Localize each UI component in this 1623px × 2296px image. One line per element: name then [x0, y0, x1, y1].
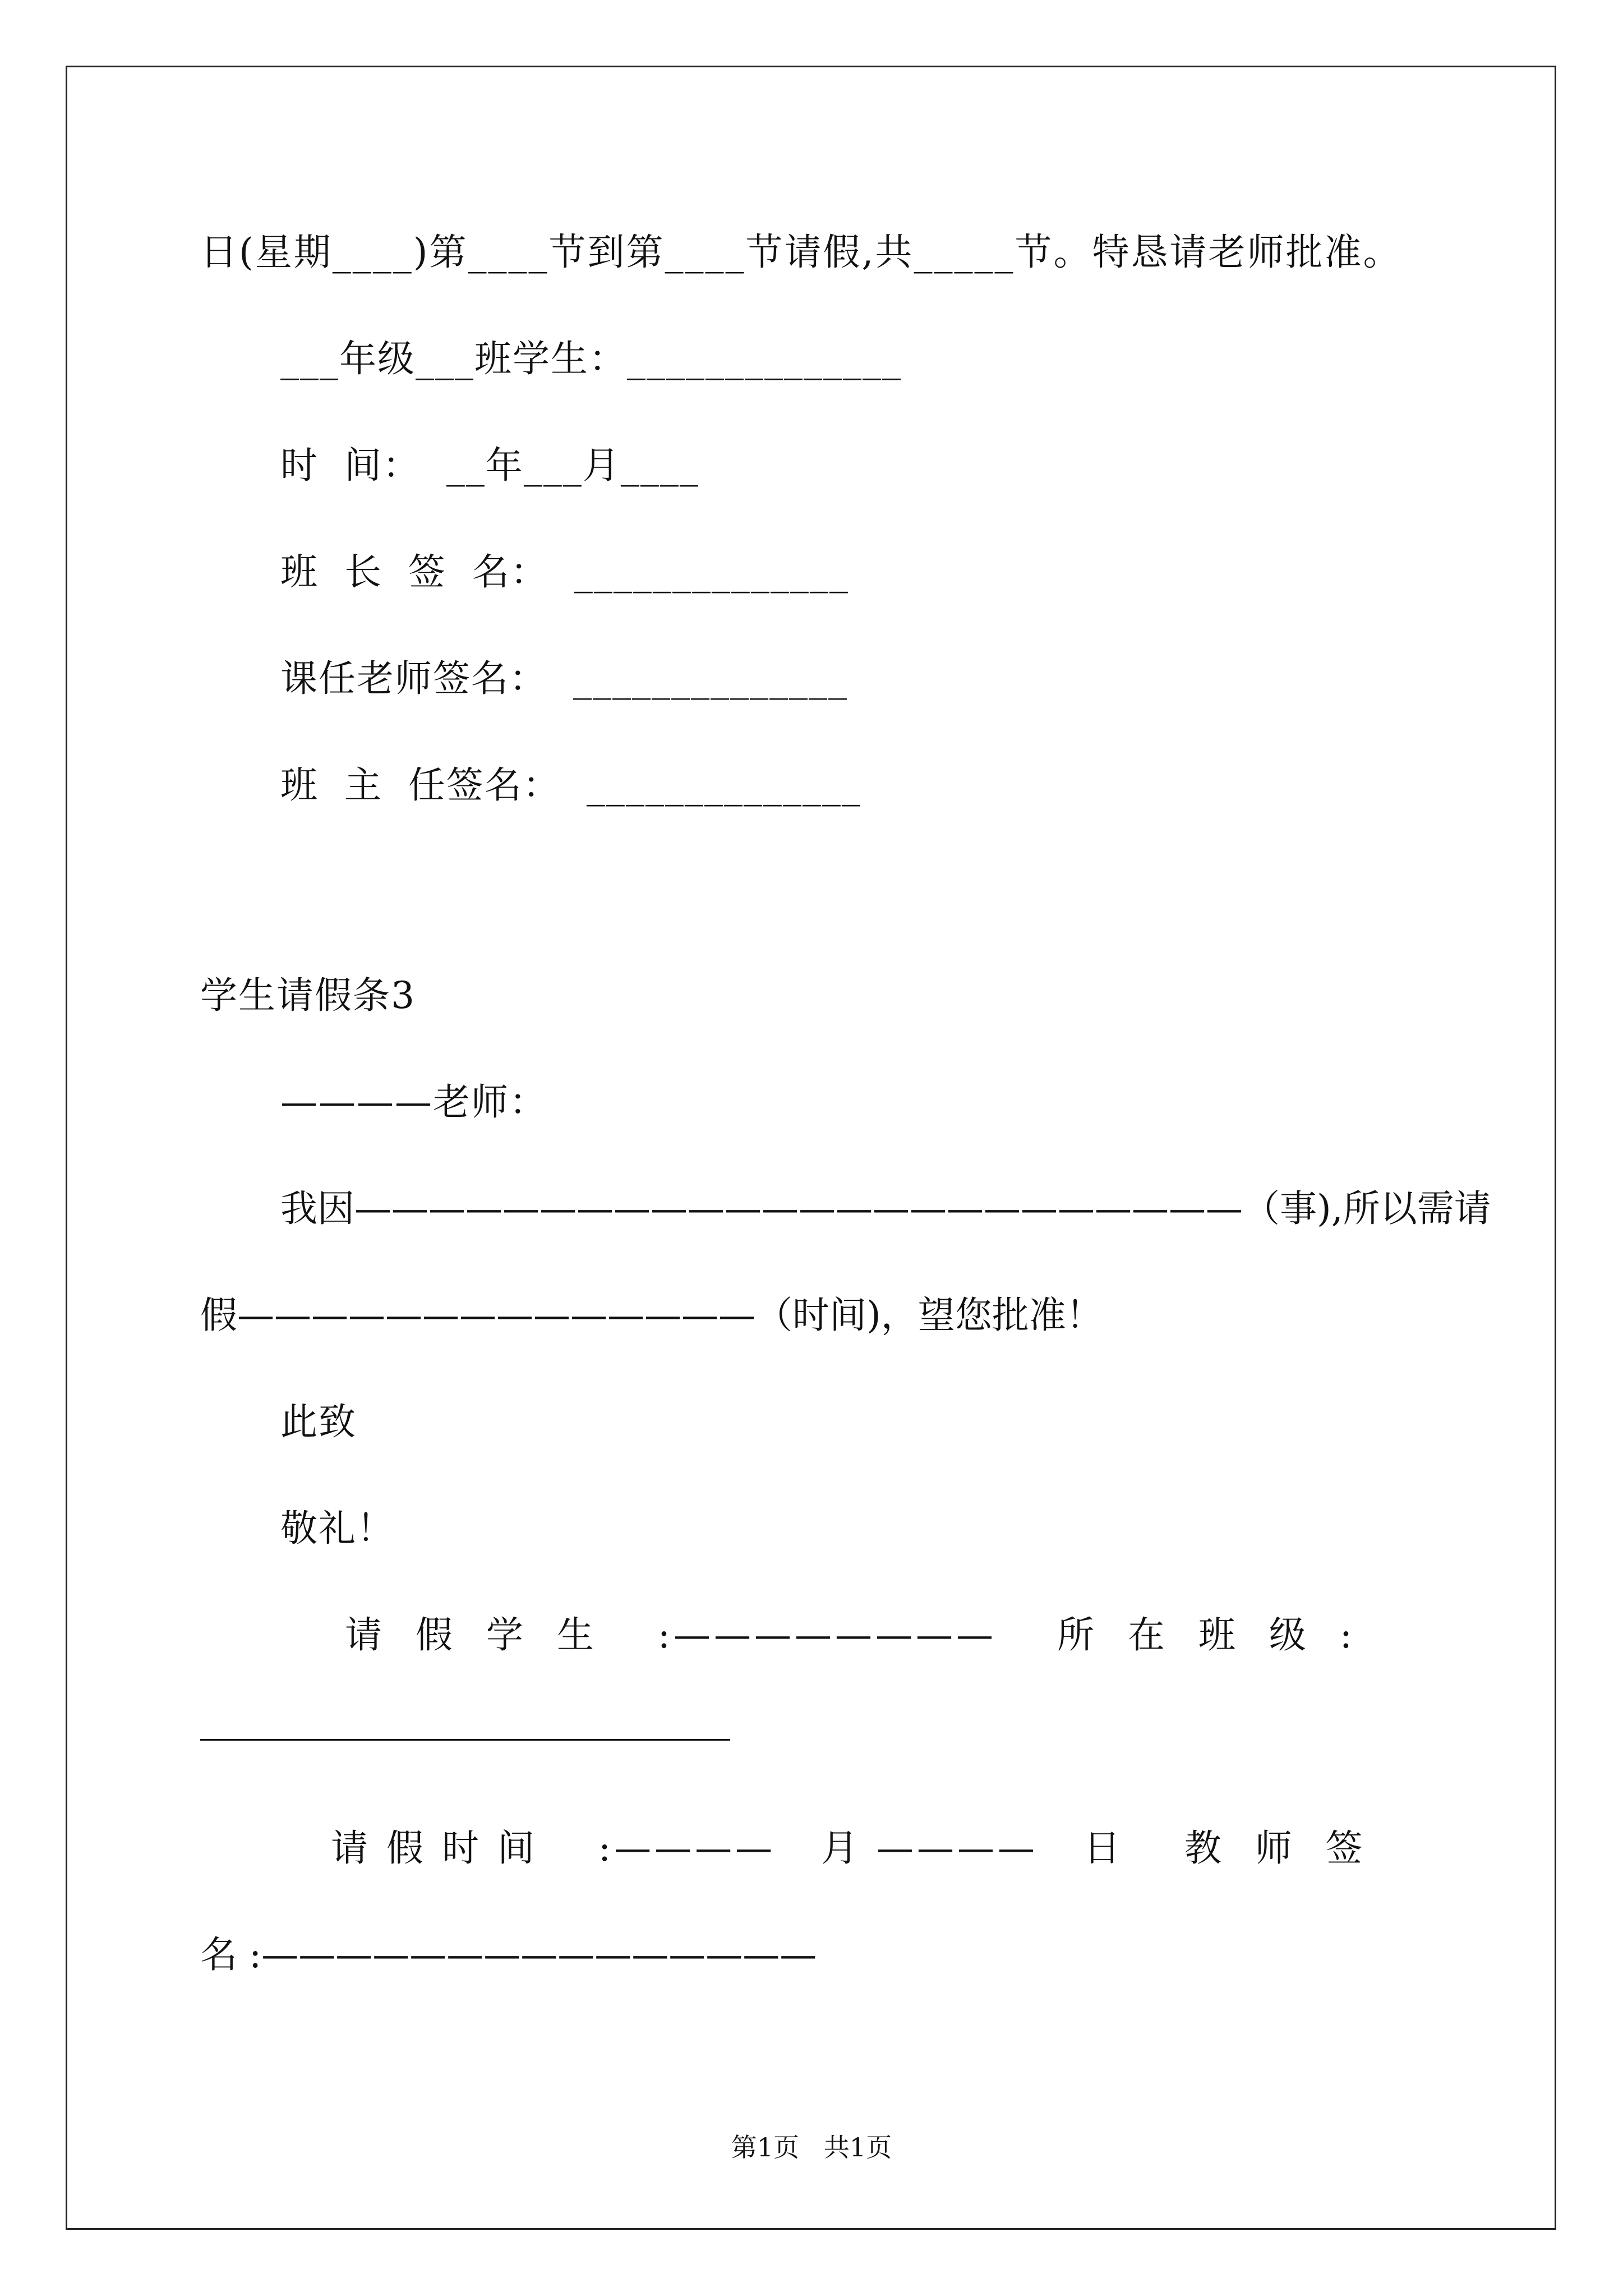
subject-teacher-signature-line: 课任老师签名： ______________: [280, 657, 848, 700]
leave-time-request-line: 假——————————————（时间)，望您批准！: [200, 1294, 1103, 1337]
page-border: [66, 66, 1556, 2230]
closing-jing-li: 敬礼！: [280, 1507, 395, 1550]
date-line: 时 间： __年___月____: [280, 444, 699, 487]
closing-ci-zhi: 此致: [280, 1400, 357, 1443]
signature-name-line: 名 :———————————————: [200, 1933, 817, 1976]
leave-date-teacher-line: 请 假 时 间 :———— 月 ———— 日 教 师 签: [331, 1826, 1366, 1870]
class-blank-rule: [200, 1739, 730, 1741]
monitor-signature-line: 班 长 签 名： ______________: [280, 550, 849, 593]
student-class-line: 请 假 学 生 :———————— 所 在 班 级 :: [345, 1613, 1356, 1657]
leave-period-line: 日(星期____)第____节到第____节请假,共_____节。特恳请老师批准。: [200, 231, 1402, 274]
head-teacher-signature-line: 班 主 任签名： ______________: [280, 763, 861, 807]
page-footer: 第1页 共1页: [731, 2132, 892, 2162]
section-title: 学生请假条3: [200, 974, 416, 1017]
grade-class-student-line: ___年级___班学生：______________: [280, 337, 902, 380]
salutation-line: ————老师：: [280, 1080, 547, 1124]
reason-line: 我因————————————————————————（事),所以需请: [280, 1187, 1491, 1230]
